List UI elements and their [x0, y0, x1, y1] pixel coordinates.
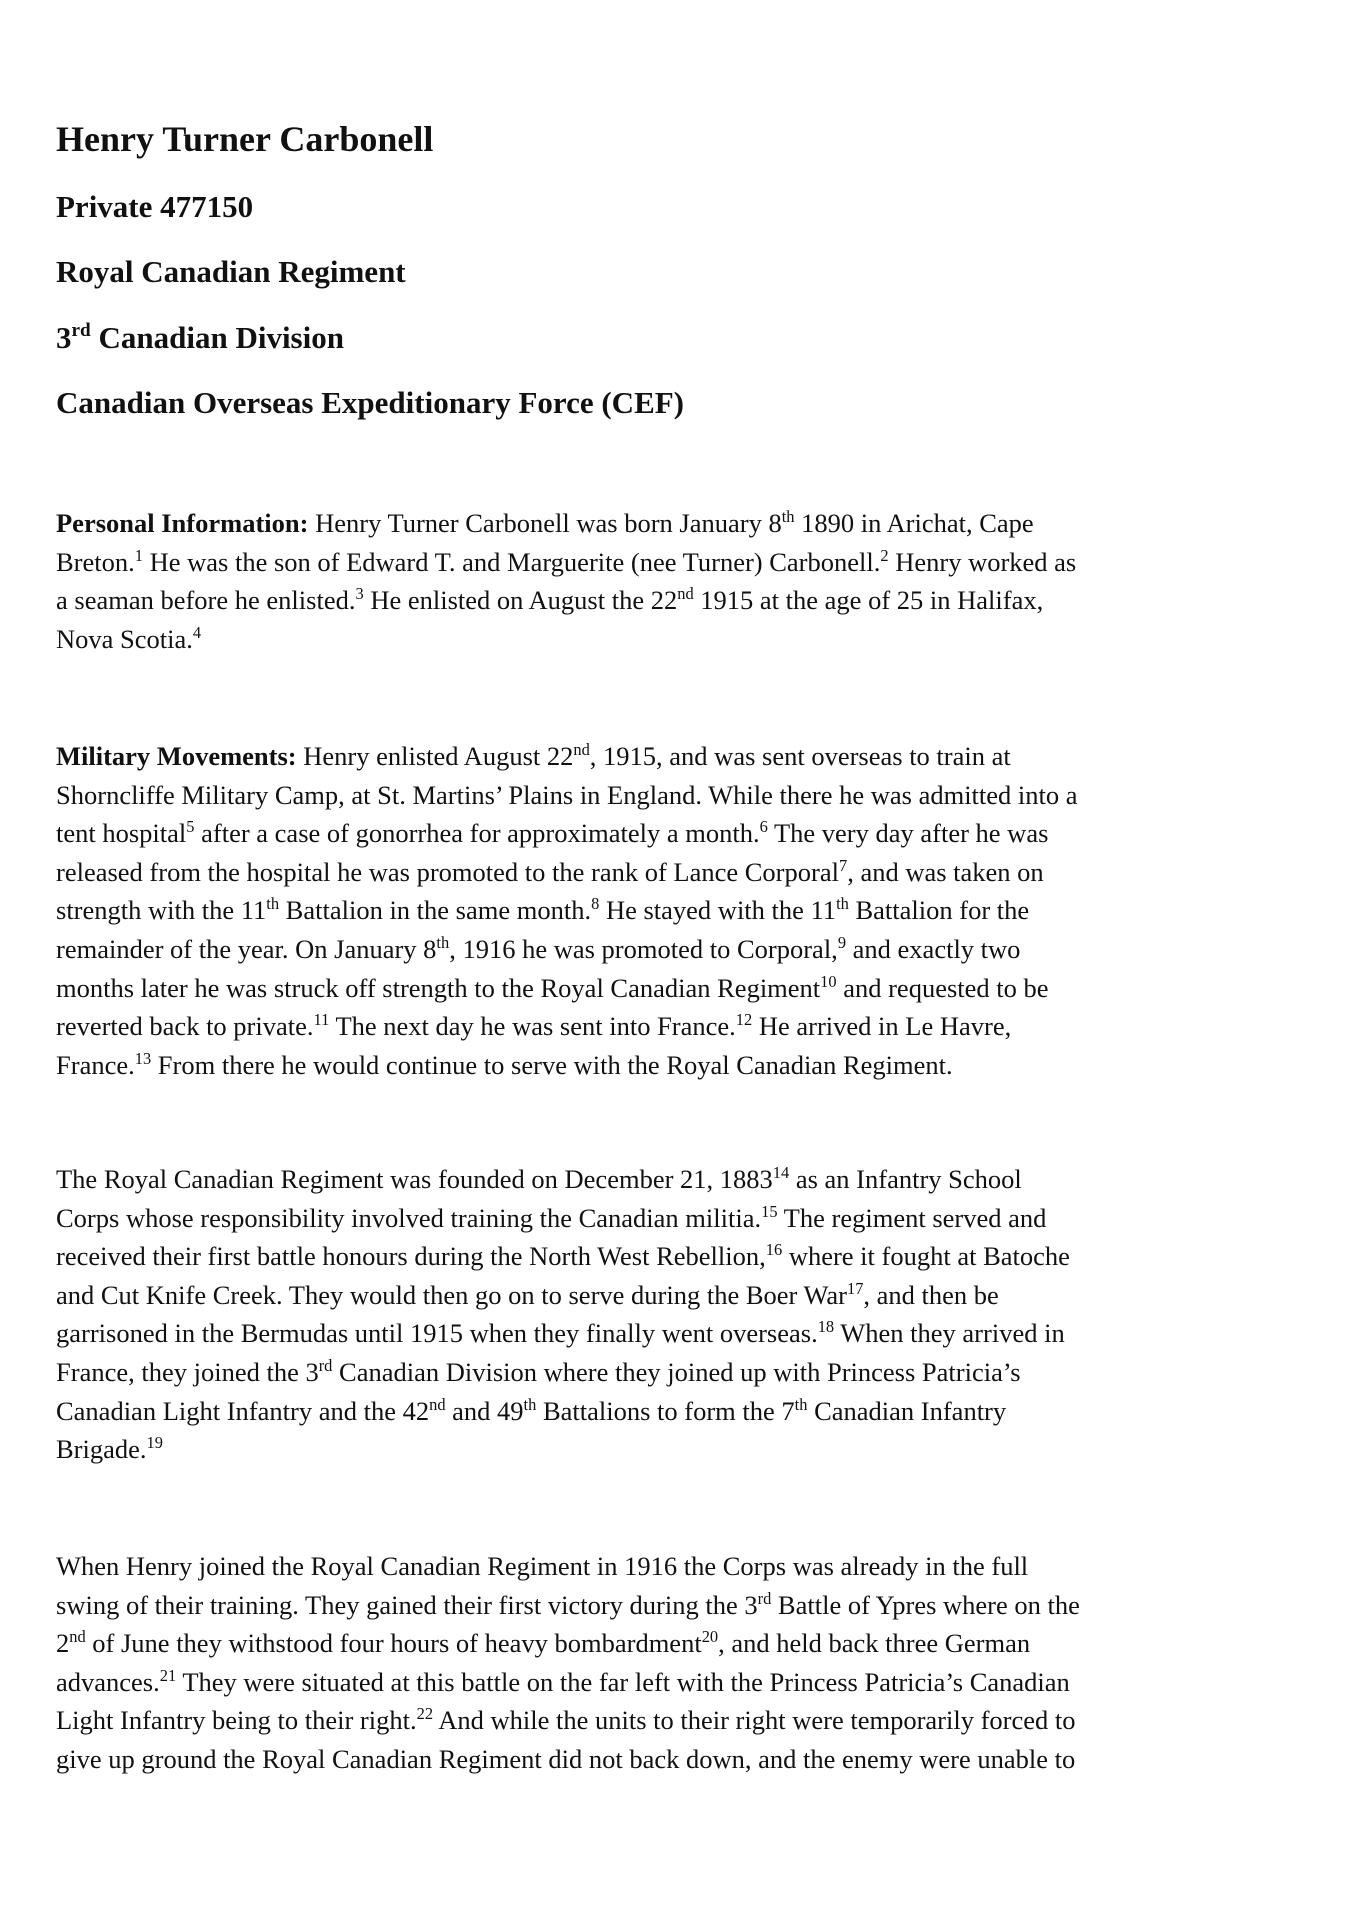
footnote-reference: 10	[820, 971, 837, 991]
text-line	[56, 1547, 1080, 1586]
text-line	[56, 1237, 1070, 1276]
footnote-reference: 1	[134, 545, 143, 565]
rank-heading: Private 477150	[56, 189, 254, 224]
section-label: Military Movements:	[56, 741, 297, 771]
text-run: released from the hospital he was promoted to the rank of Lance Corporal	[56, 856, 839, 887]
text-run: and 49	[445, 1395, 524, 1426]
ordinal-suffix: nd	[677, 584, 694, 604]
text-run: as an Infantry School	[789, 1164, 1022, 1194]
text-run: strength with the 11	[56, 895, 267, 926]
text-line	[56, 814, 1078, 853]
text-run: They were situated at this battle on the far left with the Princess Patricia’s Canadian	[176, 1666, 1070, 1697]
text-run: Battalions to form the 7	[536, 1395, 795, 1426]
ordinal-suffix: th	[781, 506, 795, 526]
division-name: Canadian Division	[90, 320, 344, 355]
text-run: Shorncliffe Military Camp, at St. Martins’ Plains in England. While there he was admitted into a	[56, 779, 1078, 810]
section-label: Personal Information:	[56, 508, 309, 538]
footnote-reference: 5	[186, 817, 195, 837]
text-run: received their first battle honours during the North West Rebellion,	[56, 1241, 766, 1272]
text-run: Nova Scotia.	[56, 623, 193, 654]
ordinal-suffix: th	[836, 894, 849, 914]
footnote-reference: 9	[837, 932, 847, 952]
text-run: Canadian Division where they joined up with Princess Patricia’s	[332, 1356, 1021, 1387]
text-run: Brigade.	[56, 1434, 147, 1465]
text-run: , and then be	[863, 1279, 999, 1310]
footnote-reference: 7	[838, 855, 848, 875]
text-line	[56, 930, 1078, 969]
paragraph-ypres	[56, 1547, 1080, 1779]
text-run: give up ground the Royal Canadian Regiment did not back down, and the enemy were unable to	[56, 1743, 1076, 1774]
footnote-reference: 2	[880, 545, 889, 565]
text-run: From there he would continue to serve with the Royal Canadian Regiment.	[151, 1049, 953, 1080]
text-run: reverted back to private.	[56, 1011, 314, 1042]
footnote-reference: 20	[701, 1627, 719, 1647]
ordinal-suffix: th	[794, 1394, 808, 1414]
text-line	[56, 853, 1078, 892]
text-run: Henry Turner Carbonell was born January 8	[308, 508, 782, 538]
footnote-reference: 19	[146, 1432, 163, 1452]
division-heading	[56, 320, 344, 356]
text-line	[56, 891, 1078, 930]
text-run: He enlisted on August the 22	[363, 585, 678, 616]
text-run: Battalion in the same month.	[279, 895, 592, 926]
text-line	[56, 1007, 1078, 1046]
paragraph-personal-information	[56, 504, 1076, 658]
ordinal-suffix: rd	[757, 1588, 772, 1608]
text-run: When Henry joined the Royal Canadian Regiment in 1916 the Corps was already in the full	[56, 1551, 1029, 1581]
ordinal-suffix: nd	[69, 1627, 86, 1647]
text-run: 1890 in Arichat, Cape	[794, 508, 1034, 538]
text-run: The next day he was sent into France.	[329, 1011, 736, 1042]
text-run: The regiment served and	[777, 1202, 1047, 1233]
text-run: garrisoned in the Bermudas until 1915 when they finally went overseas.	[56, 1318, 818, 1349]
text-run: a seaman before he enlisted.	[56, 585, 356, 616]
text-line	[56, 1663, 1080, 1702]
footnote-reference: 17	[846, 1278, 864, 1298]
footnote-reference: 16	[765, 1240, 783, 1260]
ordinal-suffix: th	[436, 932, 450, 952]
text-line	[56, 504, 1076, 543]
text-run: The very day after he was	[767, 818, 1049, 849]
text-line	[56, 1046, 1078, 1085]
footnote-reference: 13	[134, 1048, 152, 1068]
text-line	[56, 1701, 1080, 1740]
text-run: , and was taken on	[847, 856, 1044, 887]
text-line	[56, 1392, 1070, 1431]
text-line	[56, 776, 1078, 815]
text-line	[56, 543, 1076, 582]
footnote-reference: 8	[591, 894, 600, 914]
footnote-reference: 11	[313, 1009, 330, 1029]
text-run: France.	[56, 1049, 135, 1080]
paragraph-regiment-history	[56, 1160, 1070, 1469]
text-line	[56, 1199, 1070, 1238]
text-line	[56, 969, 1078, 1008]
soldier-name-heading: Henry Turner Carbonell	[56, 119, 434, 159]
text-run: He stayed with the 11	[599, 895, 837, 926]
text-line	[56, 620, 1076, 659]
text-run: of June they withstood four hours of heavy bombardment	[85, 1628, 702, 1659]
text-run: France, they joined the 3	[56, 1356, 319, 1387]
footnote-reference: 3	[355, 584, 364, 604]
ordinal-suffix: nd	[429, 1394, 446, 1414]
text-line	[56, 1740, 1080, 1779]
text-run: , 1915, and was sent overseas to train at	[589, 741, 1011, 771]
text-run: And while the units to their right were temporarily forced to	[433, 1705, 1076, 1736]
footnote-reference: 4	[192, 622, 202, 642]
text-run: and requested to be	[836, 972, 1049, 1003]
force-heading: Canadian Overseas Expeditionary Force (CEF)	[56, 385, 685, 420]
text-run: Henry worked as	[888, 546, 1077, 577]
ordinal-suffix: nd	[573, 739, 590, 759]
footnote-reference: 14	[772, 1162, 790, 1182]
text-run: , and held back three German	[718, 1628, 1031, 1659]
text-line	[56, 1160, 1070, 1199]
footnote-reference: 21	[159, 1665, 177, 1685]
text-run: 2	[56, 1628, 70, 1659]
text-run: where it fought at Batoche	[782, 1241, 1070, 1272]
text-run: When they arrived in	[834, 1318, 1065, 1349]
text-run: Henry enlisted August 22	[296, 741, 574, 771]
footnote-reference: 12	[735, 1009, 753, 1029]
text-run: months later he was struck off strength to the Royal Canadian Regiment	[56, 972, 821, 1003]
text-run: Battalion for the	[848, 895, 1030, 926]
text-run: and exactly two	[846, 933, 1021, 964]
paragraph-military-movements	[56, 737, 1078, 1084]
text-run: Light Infantry being to their right.	[56, 1705, 417, 1736]
text-line	[56, 1624, 1080, 1663]
text-run: Canadian Light Infantry and the 42	[56, 1395, 430, 1426]
regiment-heading: Royal Canadian Regiment	[56, 254, 406, 289]
footnote-reference: 6	[759, 817, 768, 837]
footnote-reference: 22	[416, 1704, 434, 1724]
ordinal-suffix: th	[523, 1394, 537, 1414]
text-run: Battle of Ypres where on the	[771, 1589, 1080, 1620]
text-line	[56, 581, 1076, 620]
ordinal-suffix: th	[266, 894, 280, 914]
text-line	[56, 1586, 1080, 1625]
text-run: advances.	[56, 1666, 160, 1697]
text-run: tent hospital	[56, 818, 187, 849]
footnote-reference: 15	[761, 1201, 778, 1221]
text-line	[56, 737, 1078, 776]
text-run: The Royal Canadian Regiment was founded on December 21, 1883	[56, 1164, 773, 1194]
text-line	[56, 1353, 1070, 1392]
text-run: Breton.	[56, 546, 135, 577]
text-line	[56, 1314, 1070, 1353]
text-run: Canadian Infantry	[807, 1395, 1007, 1426]
text-run: He was the son of Edward T. and Marguerite (nee Turner) Carbonell.	[142, 546, 881, 577]
text-line	[56, 1430, 1070, 1469]
text-run: swing of their training. They gained their first victory during the 3	[56, 1589, 758, 1620]
text-run: after a case of gonorrhea for approximately a month.	[194, 818, 760, 849]
division-number: 3	[56, 320, 72, 355]
text-line	[56, 1276, 1070, 1315]
ordinal-suffix: rd	[318, 1355, 333, 1375]
text-run: remainder of the year. On January 8	[56, 933, 437, 964]
division-ordinal: rd	[71, 320, 91, 342]
text-run: , 1916 he was promoted to Corporal,	[449, 933, 838, 964]
text-run: He arrived in Le Havre,	[752, 1011, 1012, 1042]
text-run: 1915 at the age of 25 in Halifax,	[693, 585, 1044, 616]
text-run: and Cut Knife Creek. They would then go on to serve during the Boer War	[56, 1279, 847, 1310]
footnote-reference: 18	[817, 1317, 835, 1337]
text-run: Corps whose responsibility involved training the Canadian militia.	[56, 1202, 762, 1233]
